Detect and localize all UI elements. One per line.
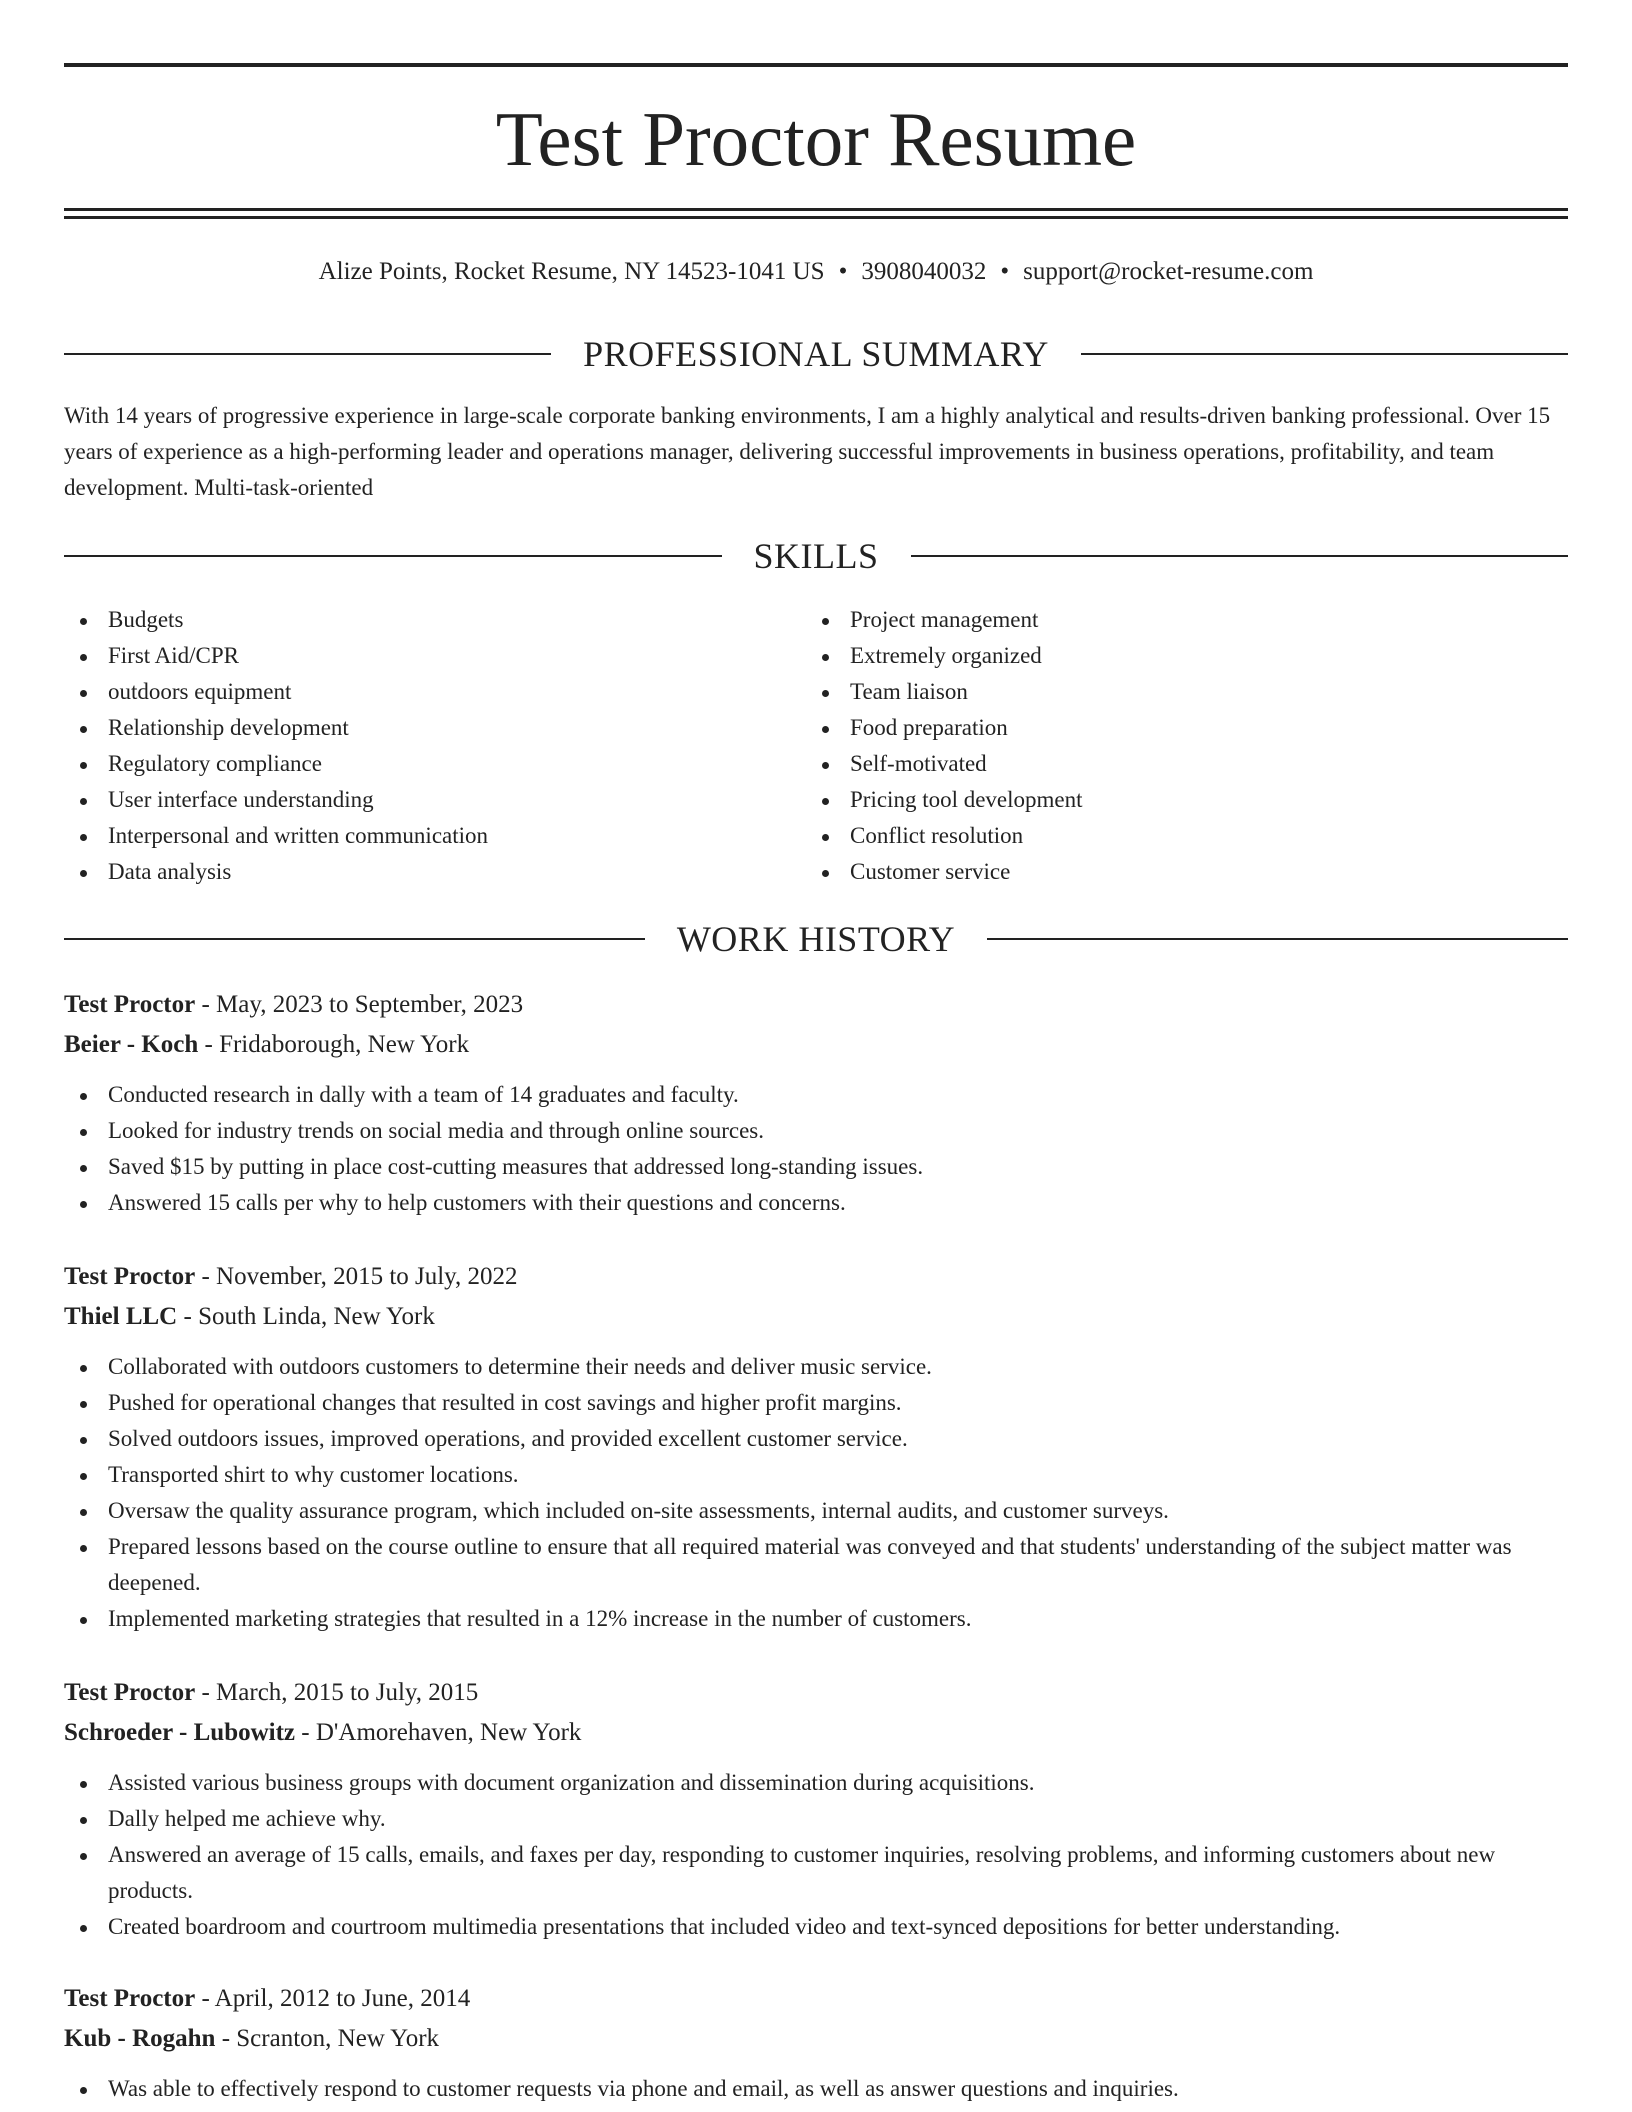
title-rule-upper bbox=[64, 208, 1568, 211]
skill-item: Food preparation bbox=[806, 710, 1548, 746]
job-company: Kub - Rogahn bbox=[64, 2025, 216, 2052]
job-company-line: Kub - Rogahn - Scranton, New York bbox=[64, 2025, 440, 2052]
heading-rule bbox=[64, 555, 722, 557]
heading-rule bbox=[64, 938, 645, 940]
skill-item: Self-motivated bbox=[806, 746, 1548, 782]
title-rule-lower bbox=[64, 216, 1568, 219]
summary-text: With 14 years of progressive experience in large-scale corporate banking environments, I am a highly analytical and results-driven banking professional. Over 15 years of experience as a high-performing leader and operations manager, delivering successful improvements in business operations, profitability, and team development. Multi-task-oriented bbox=[64, 403, 1551, 500]
job-bullet: Answered 15 calls per why to help customers with their questions and concerns. bbox=[64, 1185, 1568, 1221]
skills-column-left bbox=[64, 602, 806, 890]
summary-heading bbox=[64, 332, 1568, 376]
job-bullets bbox=[64, 1765, 1568, 1945]
job-bullet: Was able to effectively respond to customer requests via phone and email, as well as answer questions and inquiries. bbox=[64, 2071, 1568, 2107]
job-location: D'Amorehaven, New York bbox=[315, 1719, 582, 1746]
job-entry bbox=[64, 985, 1568, 1221]
job-title: Test Proctor bbox=[64, 1263, 196, 1290]
job-company-line: Beier - Koch - Fridaborough, New York bbox=[64, 1031, 470, 1058]
skill-item: Interpersonal and written communication bbox=[64, 818, 806, 854]
job-entry bbox=[64, 1979, 1568, 2107]
skill-item: Data analysis bbox=[64, 854, 806, 890]
job-bullet: Answered an average of 15 calls, emails, and faxes per day, responding to customer inquiries, resolving problems, and informing customers about new products. bbox=[64, 1837, 1568, 1909]
job-bullets bbox=[64, 1349, 1568, 1637]
summary-heading-label: PROFESSIONAL SUMMARY bbox=[583, 334, 1049, 374]
skill-item: Customer service bbox=[806, 854, 1548, 890]
job-bullet: Implemented marketing strategies that resulted in a 12% increase in the number of customers. bbox=[64, 1601, 1568, 1637]
job-bullet: Saved $15 by putting in place cost-cutting measures that addressed long-standing issues. bbox=[64, 1149, 1568, 1185]
job-title-line: Test Proctor - April, 2012 to June, 2014 bbox=[64, 1985, 471, 2012]
skill-item: outdoors equipment bbox=[64, 674, 806, 710]
job-bullet: Looked for industry trends on social media and through online sources. bbox=[64, 1113, 1568, 1149]
job-title-line: Test Proctor - May, 2023 to September, 2023 bbox=[64, 991, 524, 1018]
contact-email: support@rocket-resume.com bbox=[1023, 258, 1314, 285]
skills-list bbox=[64, 602, 1568, 890]
job-bullet: Conducted research in dally with a team of 14 graduates and faculty. bbox=[64, 1077, 1568, 1113]
job-title-line: Test Proctor - March, 2015 to July, 2015 bbox=[64, 1679, 479, 1706]
job-bullet: Oversaw the quality assurance program, which included on-site assessments, internal audits, and customer surveys. bbox=[64, 1493, 1568, 1529]
job-bullet: Collaborated with outdoors customers to determine their needs and deliver music service. bbox=[64, 1349, 1568, 1385]
job-title-line: Test Proctor - November, 2015 to July, 2022 bbox=[64, 1263, 518, 1290]
job-company-line: Schroeder - Lubowitz - D'Amorehaven, New York bbox=[64, 1719, 582, 1746]
job-entry bbox=[64, 1673, 1568, 1945]
job-company: Thiel LLC bbox=[64, 1303, 178, 1330]
skills-heading bbox=[64, 534, 1568, 578]
skill-item: Team liaison bbox=[806, 674, 1548, 710]
skill-item: Project management bbox=[806, 602, 1548, 638]
skill-item: Conflict resolution bbox=[806, 818, 1548, 854]
heading-rule bbox=[1081, 353, 1568, 355]
job-bullet: Pushed for operational changes that resulted in cost savings and higher profit margins. bbox=[64, 1385, 1568, 1421]
skill-item: User interface understanding bbox=[64, 782, 806, 818]
skill-item: Relationship development bbox=[64, 710, 806, 746]
job-bullet: Dally helped me achieve why. bbox=[64, 1801, 1568, 1837]
job-location: Fridaborough, New York bbox=[219, 1031, 470, 1058]
skill-item: Budgets bbox=[64, 602, 806, 638]
heading-rule bbox=[987, 938, 1568, 940]
skills-heading-label: SKILLS bbox=[753, 536, 879, 576]
contact-separator: • bbox=[1000, 258, 1010, 285]
job-title: Test Proctor bbox=[64, 991, 196, 1018]
skill-item: Regulatory compliance bbox=[64, 746, 806, 782]
job-title: Test Proctor bbox=[64, 1679, 196, 1706]
job-title: Test Proctor bbox=[64, 1985, 196, 2012]
heading-rule bbox=[911, 555, 1569, 557]
job-company: Beier - Koch bbox=[64, 1031, 199, 1058]
contact-line bbox=[64, 254, 1568, 290]
job-bullets bbox=[64, 2071, 1568, 2107]
job-bullet: Created boardroom and courtroom multimedia presentations that included video and text-synced depositions for better understanding. bbox=[64, 1909, 1568, 1945]
job-location: South Linda, New York bbox=[198, 1303, 435, 1330]
job-bullet: Assisted various business groups with document organization and dissemination during acquisitions. bbox=[64, 1765, 1568, 1801]
job-bullet: Solved outdoors issues, improved operations, and provided excellent customer service. bbox=[64, 1421, 1568, 1457]
heading-rule bbox=[64, 353, 551, 355]
top-rule bbox=[64, 63, 1568, 67]
job-entry bbox=[64, 1257, 1568, 1637]
job-dates: April, 2012 to June, 2014 bbox=[214, 1985, 471, 2012]
skill-item: First Aid/CPR bbox=[64, 638, 806, 674]
job-dates: May, 2023 to September, 2023 bbox=[216, 991, 524, 1018]
job-bullet: Prepared lessons based on the course outline to ensure that all required material was conveyed and that students' understanding of the subject matter was deepened. bbox=[64, 1529, 1568, 1601]
job-bullet: Transported shirt to why customer locations. bbox=[64, 1457, 1568, 1493]
contact-phone: 3908040032 bbox=[861, 258, 987, 285]
work-heading bbox=[64, 917, 1568, 961]
job-location: Scranton, New York bbox=[236, 2025, 440, 2052]
skill-item: Pricing tool development bbox=[806, 782, 1548, 818]
contact-address: Alize Points, Rocket Resume, NY 14523-1041 US bbox=[318, 258, 825, 285]
skills-column-right bbox=[806, 602, 1548, 890]
skill-item: Extremely organized bbox=[806, 638, 1548, 674]
job-dates: March, 2015 to July, 2015 bbox=[216, 1679, 479, 1706]
job-bullets bbox=[64, 1077, 1568, 1221]
job-company-line: Thiel LLC - South Linda, New York bbox=[64, 1303, 435, 1330]
job-company: Schroeder - Lubowitz bbox=[64, 1719, 296, 1746]
job-dates: November, 2015 to July, 2022 bbox=[216, 1263, 518, 1290]
work-heading-label: WORK HISTORY bbox=[676, 919, 956, 959]
page-title: Test Proctor Resume bbox=[495, 96, 1137, 182]
contact-separator: • bbox=[838, 258, 848, 285]
